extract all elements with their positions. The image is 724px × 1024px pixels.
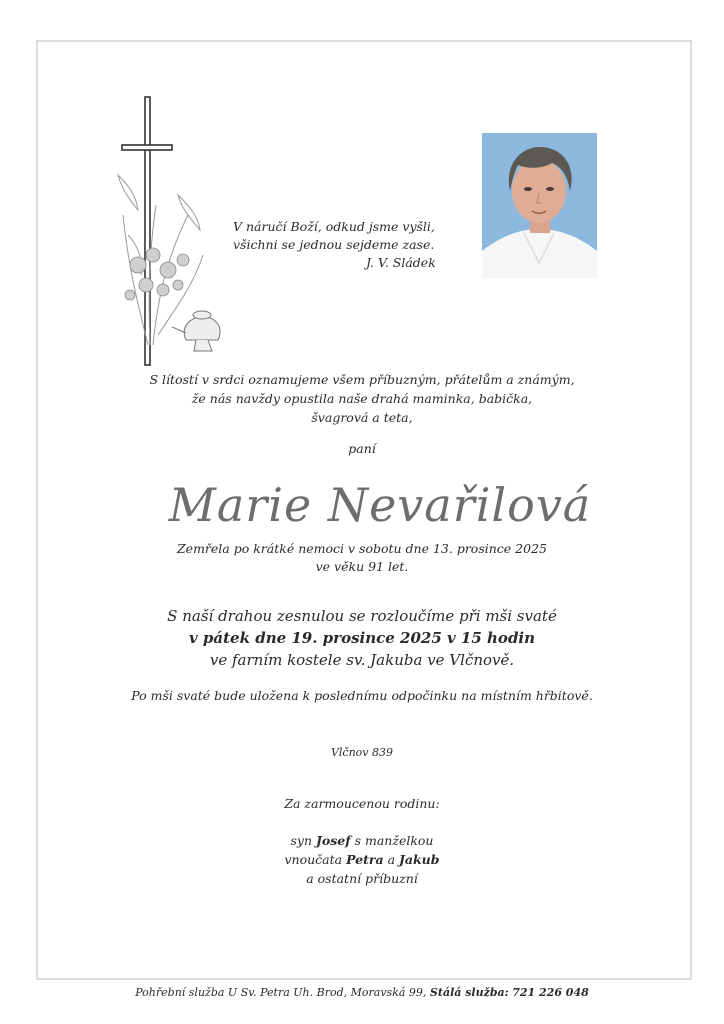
death-info (0, 540, 724, 576)
grandchild-name-2: Jakub (399, 852, 440, 867)
quote-line-1: V náručí Boží, odkud jsme vyšli, (233, 219, 435, 234)
announcement (0, 370, 724, 427)
deceased-name: Marie Nevařilová (168, 478, 592, 532)
title-word: paní (348, 441, 376, 456)
footer-phone: 721 226 048 (512, 986, 589, 999)
grieving-intro: Za zarmoucenou rodinu: (284, 796, 440, 811)
announcement-line-2: že nás navždy opustila naše drahá maminka, babička, (191, 391, 533, 406)
footer (0, 986, 724, 999)
family-grandchildren-line: vnoučata Petra a Jakub (284, 852, 440, 867)
funeral-location: ve farním kostele sv. Jakuba ve Vlčnově. (209, 651, 515, 669)
footer-text: Pohřební služba U Sv. Petra Uh. Brod, Moravská 99, (135, 986, 427, 999)
quote-line-2: všichni se jednou sejdeme zase. (233, 237, 435, 252)
cross-with-flowers-icon (108, 95, 228, 370)
quote-block (233, 218, 463, 272)
address: Vlčnov 839 (330, 746, 394, 759)
family-list (0, 831, 724, 888)
funeral-line-1: S naší drahou zesnulou se rozloučíme při mši svaté (167, 607, 557, 625)
quote-author: J. V. Sládek (366, 255, 436, 270)
announcement-line-1: S lítostí v srdci oznamujeme všem příbuzným, přátelům a známým, (149, 372, 575, 387)
footer-service-label: Stálá služba: (429, 986, 509, 999)
family-others-line: a ostatní příbuzní (306, 871, 418, 886)
funeral-info (0, 605, 724, 671)
family-son-line: syn Josef s manželkou (290, 833, 434, 848)
death-line-1: Zemřela po krátké nemoci v sobotu dne 13. prosince 2025 (177, 541, 547, 556)
death-line-2: ve věku 91 let. (315, 559, 409, 574)
announcement-line-3: švagrová a teta, (311, 410, 413, 425)
funeral-date-time: v pátek dne 19. prosince 2025 v 15 hodin (188, 629, 536, 647)
burial-info: Po mši svaté bude uložena k poslednímu odpočinku na místním hřbitově. (131, 688, 593, 703)
deceased-portrait (482, 133, 597, 278)
son-name: Josef (316, 833, 351, 848)
grandchild-name-1: Petra (346, 852, 384, 867)
